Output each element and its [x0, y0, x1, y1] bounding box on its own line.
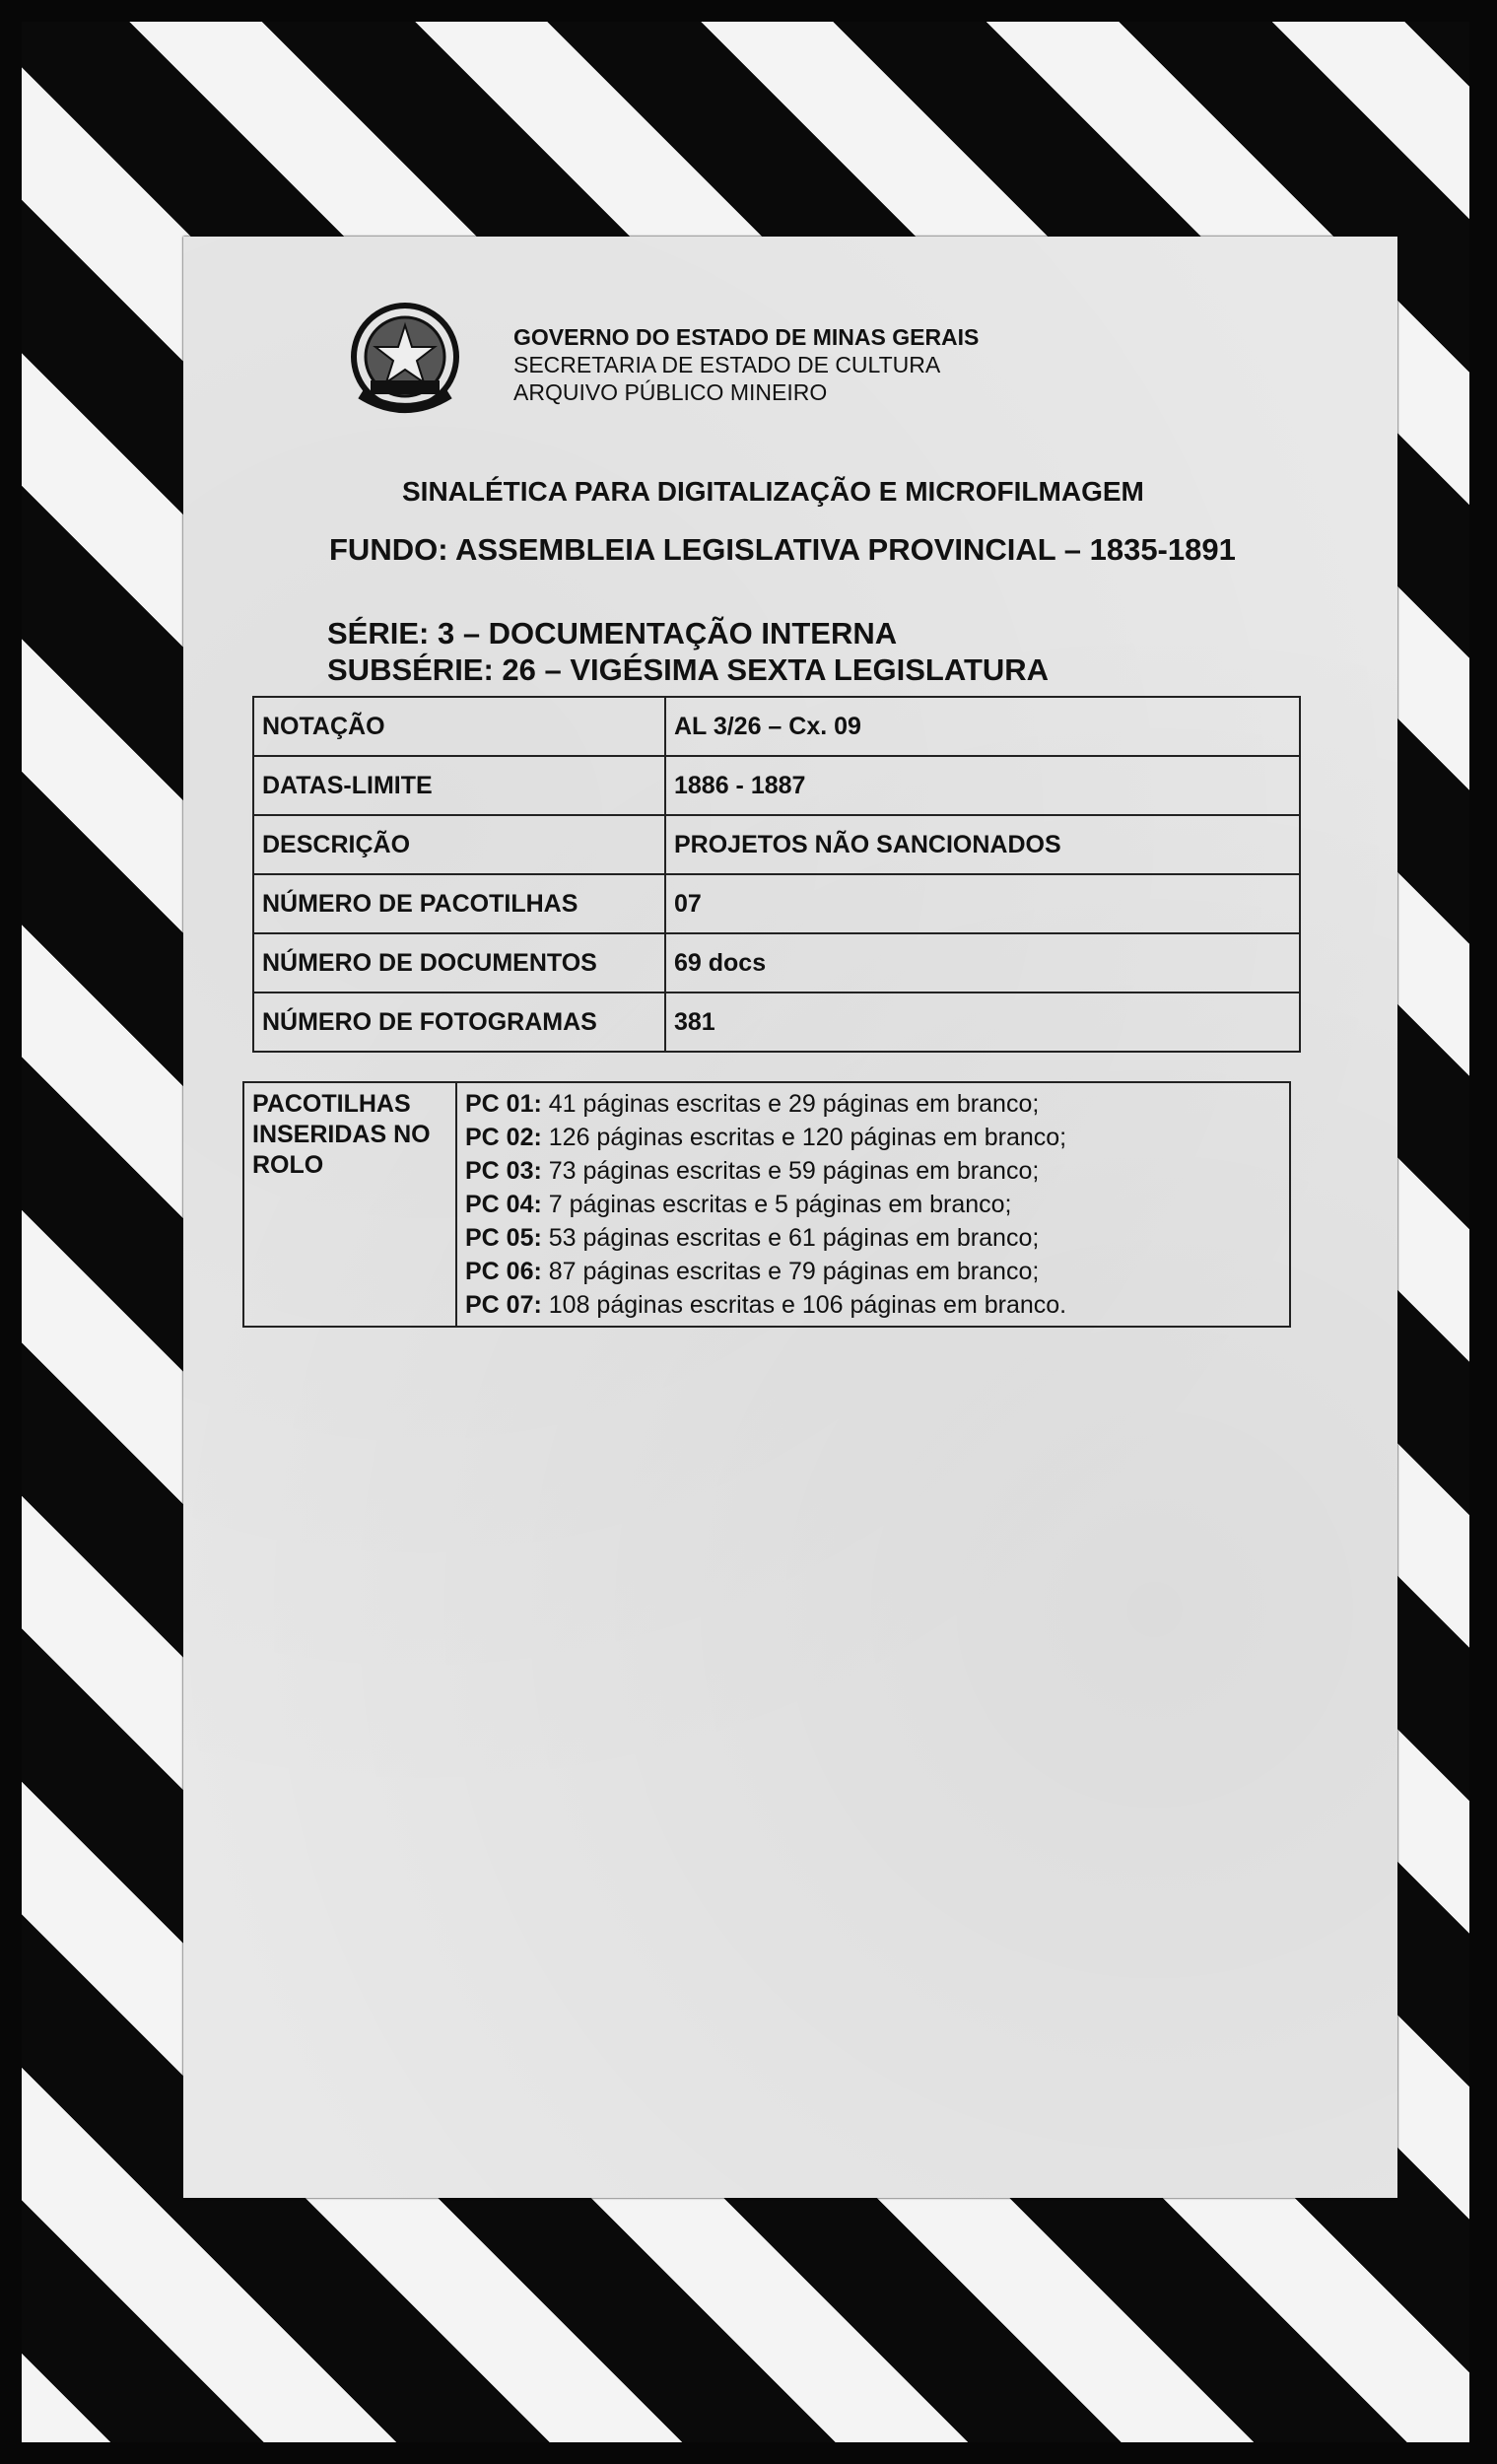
org-line-secretariat: SECRETARIA DE ESTADO DE CULTURA [513, 352, 941, 377]
serie-line: SÉRIE: 3 – DOCUMENTAÇÃO INTERNA [327, 616, 898, 650]
target-sheet [183, 237, 1397, 2198]
row-label: NÚMERO DE FOTOGRAMAS [253, 992, 665, 1052]
row-label: DATAS-LIMITE [253, 756, 665, 815]
item-code: PC 05: [465, 1224, 542, 1252]
row-label: DESCRIÇÃO [253, 815, 665, 874]
item-code: PC 04: [465, 1191, 542, 1218]
table-row [253, 992, 1300, 1052]
row-label: NÚMERO DE PACOTILHAS [253, 874, 665, 933]
roll-label-line: INSERIDAS NO [252, 1121, 431, 1148]
row-label: NOTAÇÃO [253, 697, 665, 756]
item-text: 73 páginas escritas e 59 páginas em branco; [541, 1157, 1040, 1185]
institution-header [341, 296, 1228, 434]
item-code: PC 01: [465, 1090, 542, 1118]
table-row [253, 697, 1300, 756]
item-text: 41 páginas escritas e 29 páginas em branco; [541, 1090, 1040, 1118]
roll-table [242, 1081, 1291, 1328]
state-seal-icon [341, 296, 469, 424]
org-line-archive: ARQUIVO PÚBLICO MINEIRO [513, 379, 828, 405]
row-value: AL 3/26 – Cx. 09 [665, 697, 1300, 756]
table-row [253, 874, 1300, 933]
table-row [253, 933, 1300, 992]
list-item [465, 1154, 1281, 1188]
list-item [465, 1221, 1281, 1255]
table-row [253, 756, 1300, 815]
item-code: PC 07: [465, 1291, 542, 1319]
item-text: 108 páginas escritas e 106 páginas em branco. [541, 1291, 1067, 1319]
roll-label-line: PACOTILHAS [252, 1090, 411, 1118]
list-item [465, 1288, 1281, 1322]
list-item [465, 1087, 1281, 1121]
document-title: SINALÉTICA PARA DIGITALIZAÇÃO E MICROFILMAGEM [402, 476, 1144, 507]
item-text: 53 páginas escritas e 61 páginas em branco; [541, 1224, 1040, 1252]
row-label: NÚMERO DE DOCUMENTOS [253, 933, 665, 992]
item-code: PC 02: [465, 1124, 542, 1151]
table-row [243, 1082, 1290, 1327]
fundo-line: FUNDO: ASSEMBLEIA LEGISLATIVA PROVINCIAL – 1835-1891 [329, 532, 1236, 567]
item-text: 126 páginas escritas e 120 páginas em branco; [541, 1124, 1067, 1151]
roll-label [243, 1082, 456, 1327]
item-code: PC 06: [465, 1258, 542, 1285]
item-code: PC 03: [465, 1157, 542, 1185]
subserie-line: SUBSÉRIE: 26 – VIGÉSIMA SEXTA LEGISLATURA [327, 652, 1050, 687]
list-item [465, 1255, 1281, 1288]
row-value: 69 docs [665, 933, 1300, 992]
list-item [465, 1121, 1281, 1154]
row-value: 1886 - 1887 [665, 756, 1300, 815]
roll-items [456, 1082, 1290, 1327]
row-value: 381 [665, 992, 1300, 1052]
item-text: 7 páginas escritas e 5 páginas em branco; [541, 1191, 1012, 1218]
roll-label-line: ROLO [252, 1151, 324, 1179]
info-table [252, 696, 1301, 1053]
item-text: 87 páginas escritas e 79 páginas em branco; [541, 1258, 1040, 1285]
org-line-government: GOVERNO DO ESTADO DE MINAS GERAIS [513, 324, 980, 350]
row-value: PROJETOS NÃO SANCIONADOS [665, 815, 1300, 874]
table-row [253, 815, 1300, 874]
list-item [465, 1188, 1281, 1221]
row-value: 07 [665, 874, 1300, 933]
